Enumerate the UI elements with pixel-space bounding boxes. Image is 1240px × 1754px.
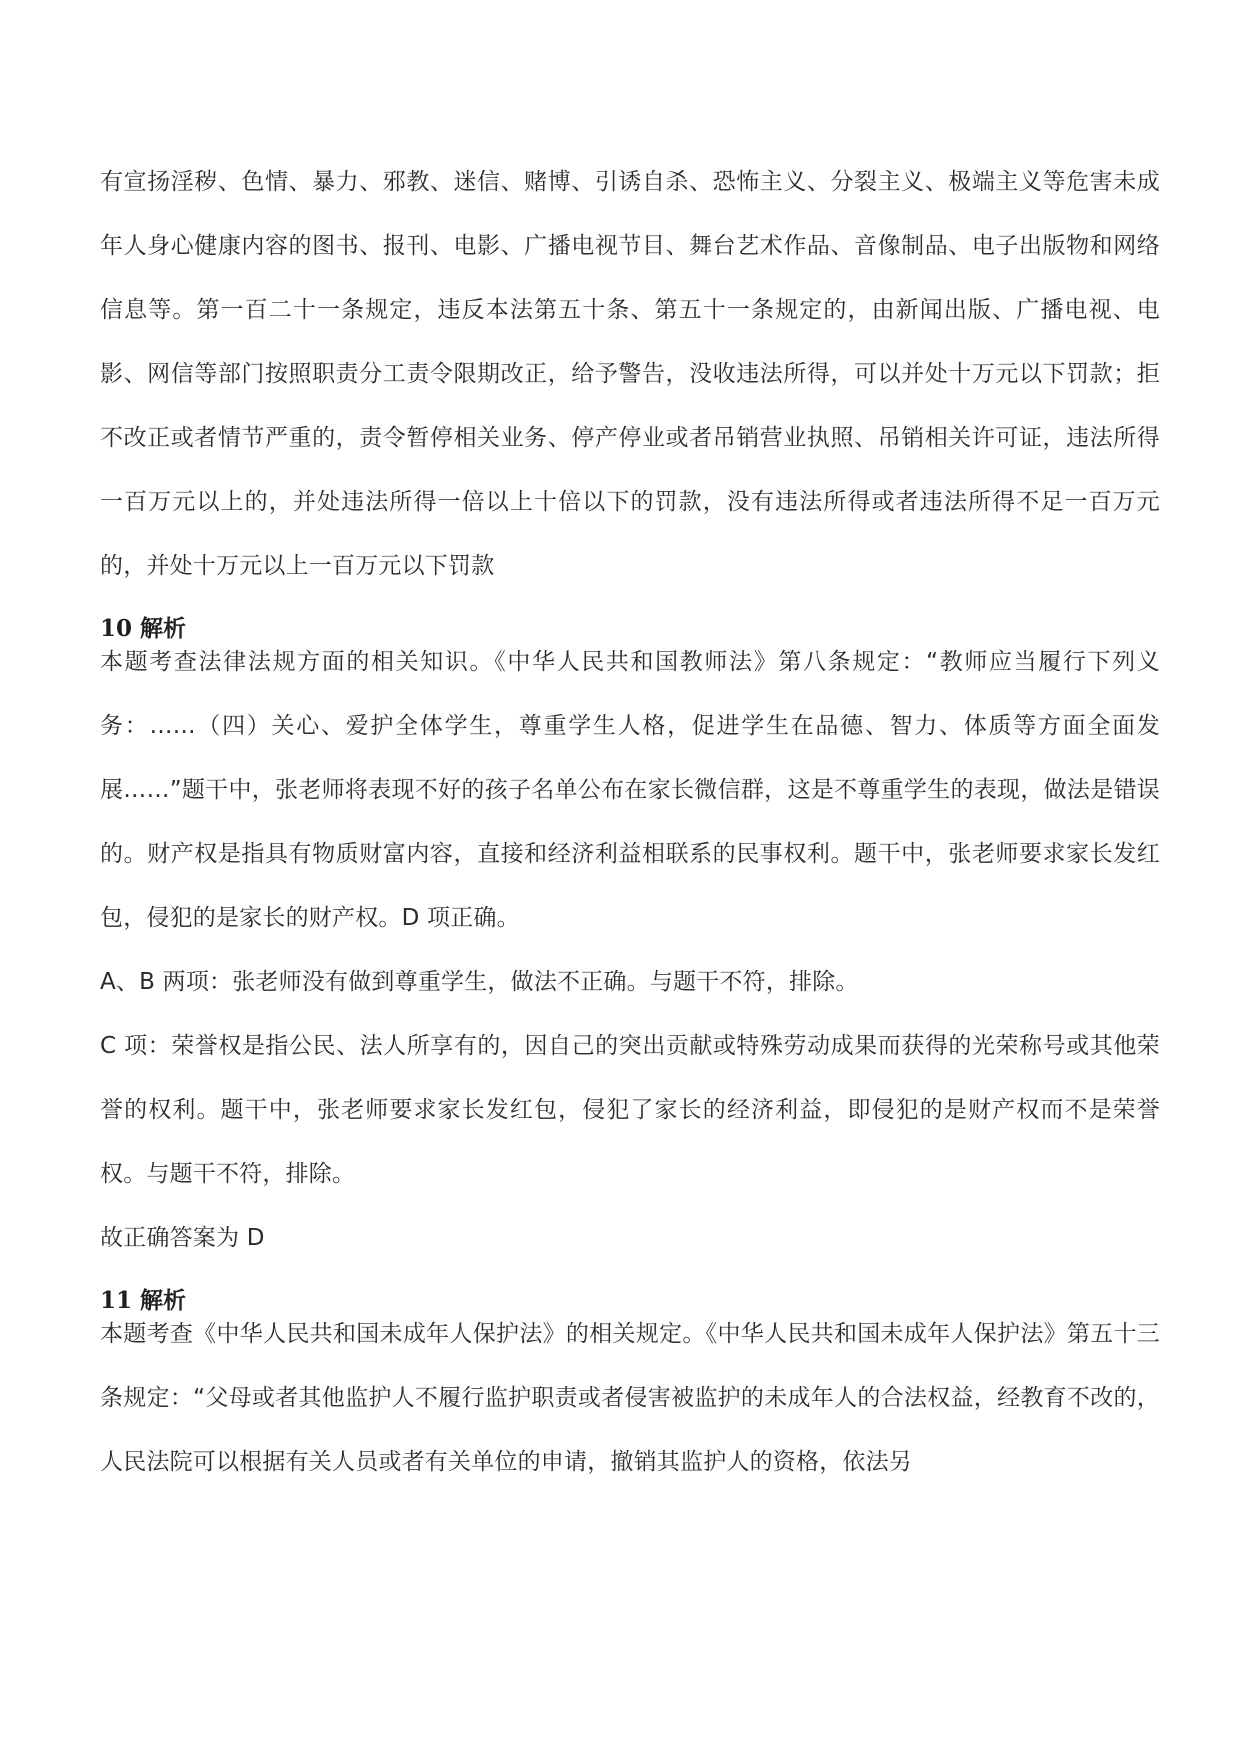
section-paragraph: A、B 两项：张老师没有做到尊重学生，做法不正确。与题干不符，排除。 — [100, 969, 859, 995]
continued-paragraph: 有宣扬淫秽、色情、暴力、邪教、迷信、赌博、引诱自杀、恐怖主义、分裂主义、极端主义等危害未成年人身心健康内容的图书、报刊、电影、广播电视节目、舞台艺术作品、音像制品、电子出版物和网络信息等。第一百二十一条规定，违反本法第五十条、第五十一条规定的，由新闻出版、广播电视、电影、网信等部门按照职责分工责令限期改正，给予警告，没收违法所得，可以并处十万元以下罚款；拒不改正或者情节严重的，责令暂停相关业务、停产停业或者吊销营业执照、吊销相关许可证，违法所得一百万元以上的，并处违法所得一倍以上十倍以下的罚款，没有违法所得或者违法所得不足一百万元的，并处十万元以上一百万元以下罚款 — [100, 169, 1160, 579]
section-11 — [100, 1286, 1160, 1494]
document-page — [100, 150, 1160, 1494]
section-paragraph: 故正确答案为 D — [100, 1225, 265, 1251]
section-heading: 11 解析 — [100, 1287, 187, 1314]
section-paragraph: 本题考查法律法规方面的相关知识。《中华人民共和国教师法》第八条规定：“教师应当履行下列义务：……（四）关心、爱护全体学生，尊重学生人格，促进学生在品德、智力、体质等方面全面发展……”题干中，张老师将表现不好的孩子名单公布在家长微信群，这是不尊重学生的表现，做法是错误的。财产权是指具有物质财富内容，直接和经济利益相联系的民事权利。题干中，张老师要求家长发红包，侵犯的是家长的财产权。D 项正确。 — [100, 649, 1160, 931]
section-paragraph: C 项：荣誉权是指公民、法人所享有的，因自己的突出贡献或特殊劳动成果而获得的光荣称号或其他荣誉的权利。题干中，张老师要求家长发红包，侵犯了家长的经济利益，即侵犯的是财产权而不是荣誉权。与题干不符，排除。 — [100, 1033, 1160, 1187]
section-10 — [100, 614, 1160, 1270]
section-heading: 10 解析 — [100, 615, 187, 642]
section-paragraph: 本题考查《中华人民共和国未成年人保护法》的相关规定。《中华人民共和国未成年人保护法》第五十三条规定：“父母或者其他监护人不履行监护职责或者侵害被监护的未成年人的合法权益，经教育不改的，人民法院可以根据有关人员或者有关单位的申请，撤销其监护人的资格，依法另 — [100, 1321, 1160, 1475]
